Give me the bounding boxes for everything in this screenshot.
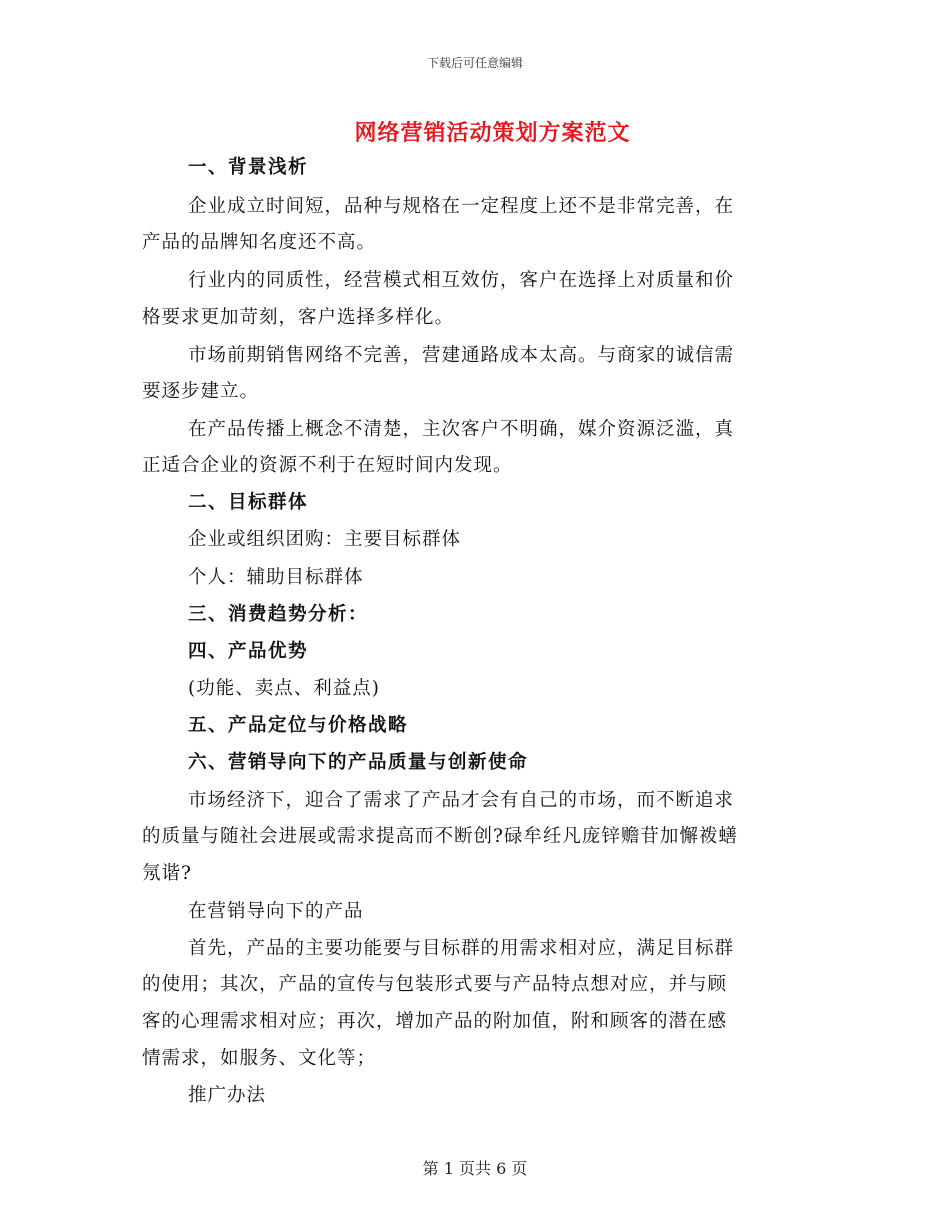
paragraph-line: 市场经济下，迎合了需求了产品才会有自己的市场，而不断追求 (188, 790, 735, 811)
paragraph-line: 客的心理需求相对应；再次，增加产品的附加值，附和顾客的潜在感 (142, 1011, 728, 1032)
paragraph-line: 要逐步建立。 (142, 381, 260, 402)
paragraph-line: 氖谐? (142, 863, 192, 884)
paragraph-line: 市场前期销售网络不完善，营建通路成本太高。与商家的诚信需 (188, 345, 735, 366)
paragraph-line: (功能、卖点、利益点) (188, 678, 380, 699)
section-heading: 二、目标群体 (188, 492, 309, 513)
paragraph-line: 情需求，如服务、文化等； (142, 1048, 377, 1069)
paragraph-line: 格要求更加苛刻，客户选择多样化。 (142, 307, 455, 328)
paragraph-line: 企业或组织团购：主要目标群体 (188, 529, 462, 550)
paragraph-line: 企业成立时间短，品种与规格在一定程度上还不是非常完善，在 (188, 196, 735, 217)
page-footer: 第 1 页共 6 页 (422, 1159, 528, 1178)
section-heading: 一、背景浅析 (188, 157, 309, 178)
paragraph-line: 在产品传播上概念不清楚，主次客户不明确，媒介资源泛滥，真 (188, 419, 735, 440)
paragraph-line: 的质量与随社会进展或需求提高而不断创?碌牟纴凡庞锌赡苷加懈袯蟮 (142, 826, 738, 847)
paragraph-line: 产品的品牌知名度还不高。 (142, 232, 377, 253)
paragraph-line: 首先，产品的主要功能要与目标群的用需求相对应，满足目标群 (188, 938, 735, 959)
paragraph-line: 推广办法 (188, 1085, 267, 1106)
paragraph-line: 正适合企业的资源不利于在短时间内发现。 (142, 455, 513, 476)
document-title: 网络营销活动策划方案范文 (354, 120, 631, 146)
paragraph-line: 在营销导向下的产品 (188, 901, 364, 922)
section-heading: 四、产品优势 (188, 641, 309, 662)
section-heading: 五、产品定位与价格战略 (188, 715, 409, 736)
paragraph-line: 的使用；其次，产品的宣传与包装形式要与产品特点想对应，并与顾 (142, 974, 728, 995)
header-note: 下载后可任意编辑 (426, 56, 523, 70)
paragraph-line: 行业内的同质性，经营模式相互效仿，客户在选择上对质量和价 (188, 270, 735, 291)
section-heading: 六、营销导向下的产品质量与创新使命 (188, 752, 529, 773)
paragraph-line: 个人：辅助目标群体 (188, 567, 364, 588)
section-heading: 三、消费趋势分析： (188, 604, 369, 625)
